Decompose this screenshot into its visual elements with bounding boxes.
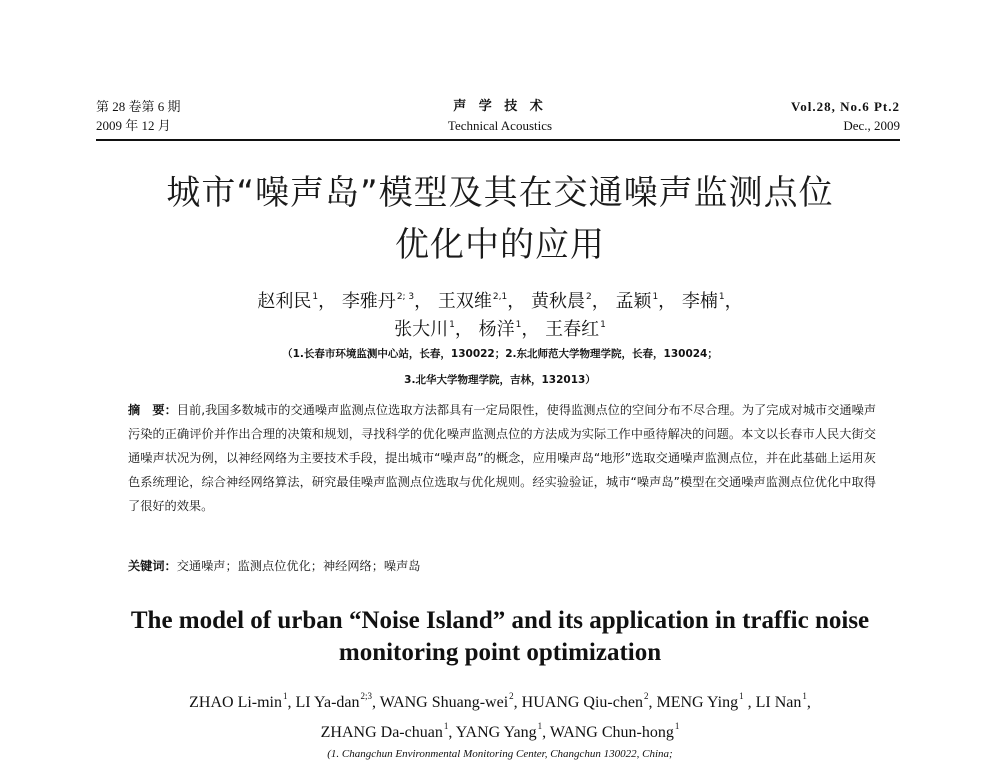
abstract-label: 摘 要： — [128, 403, 177, 417]
author-en: WANG Chun-hong$^1$ — [549, 721, 680, 741]
author-en: HUANG Qiu-chen$^2$, — [521, 691, 657, 711]
author-en: ZHAO $Li-\min^1$, — [189, 691, 296, 711]
author-cn: 李楠$^1$， — [681, 291, 743, 312]
author-cn: 王双维$^{2,1}$， — [437, 291, 526, 312]
author-cn: 孟颖$^1$， — [615, 291, 677, 312]
abstract-text: 目前,我国多数城市的交通噪声监测点位选取方法都具有一定局限性，使得监测点位的空间分布不尽合理。为了完成对城市交通噪声污染的正确评价并作出合理的决策和规划，寻找科学的优化噪声监测点位的方法成为实际工作中亟待解决的问题。本文以长春市人民大街交通噪声状况为例，以神经网络为主要技术手段，提出城市“噪声岛”的概念，应用噪声岛“地形”选取交通噪声监测点位，并在此基础上运用灰色系统理论，综合神经网络算法，研究最佳噪声监测点位选取与优化规则。经实验验证，城市“噪声岛”模型在交通噪声监测点位优化中取得了很好的效果。 — [128, 403, 876, 513]
affiliation-cn-line2: 3.北华大学物理学院，吉林，132013） — [404, 374, 596, 386]
author-en: YANG Yang$^1$, — [455, 721, 550, 741]
keywords-text: 交通噪声；监测点位优化；神经网络；噪声岛 — [176, 559, 421, 573]
author-cn: 李雅丹$^{2; 3}$， — [341, 291, 433, 312]
author-en: MENG Ying$^1$ , — [656, 691, 756, 711]
author-en: WANG Shuang-wei$^2$, — [379, 691, 522, 711]
title-cn-line2: 优化中的应用 — [395, 225, 605, 265]
date-cn: 2009 年 12 月 — [96, 118, 171, 133]
author-en: ZHANG Da-chuan$^1$, — [320, 721, 456, 741]
author-cn: 王春红$^1$ — [545, 319, 606, 340]
title-cn-line1: 城市“噪声岛”模型及其在交通噪声监测点位 — [166, 173, 834, 213]
journal-name-cn: 声 学 技 术 — [453, 99, 547, 114]
title-en-line2: monitoring point optimization — [338, 639, 662, 666]
author-cn: 张大川$^1$， — [394, 319, 473, 340]
journal-name-en: Technical Acoustics — [447, 118, 553, 133]
header-rule — [96, 139, 900, 141]
title-en-line1: The model of urban “Noise Island” and its application in traffic noise — [130, 607, 870, 634]
author-cn: 赵利民$^1$， — [257, 291, 337, 312]
author-cn: 黄秋晨$^2$， — [530, 291, 610, 312]
authors-cn-line2 — [0, 310, 1000, 345]
affiliation-cn-line1: （1.长春市环境监测中心站，长春，130022；2.东北师范大学物理学院，长春，130024； — [282, 348, 718, 360]
keywords-cn — [128, 557, 876, 574]
volume-issue-en: Vol.28, No.6 Pt.2 — [791, 99, 900, 114]
date-en: Dec., 2009 — [843, 118, 900, 133]
keywords-label: 关键词： — [128, 559, 177, 573]
author-en: LI Nan$^1$, — [755, 691, 811, 711]
author-en: LI Ya-dan$^{2;3}$, — [295, 691, 380, 711]
authors-en-line2 — [0, 710, 1000, 749]
volume-issue-cn: 第 28 卷第 6 期 — [96, 99, 181, 114]
abstract-cn — [128, 398, 876, 518]
author-cn: 杨洋$^1$， — [478, 319, 540, 340]
affiliation-en-line1: (1. Changchun Environmental Monitoring Center, Changchun 130022, China; — [327, 748, 673, 760]
